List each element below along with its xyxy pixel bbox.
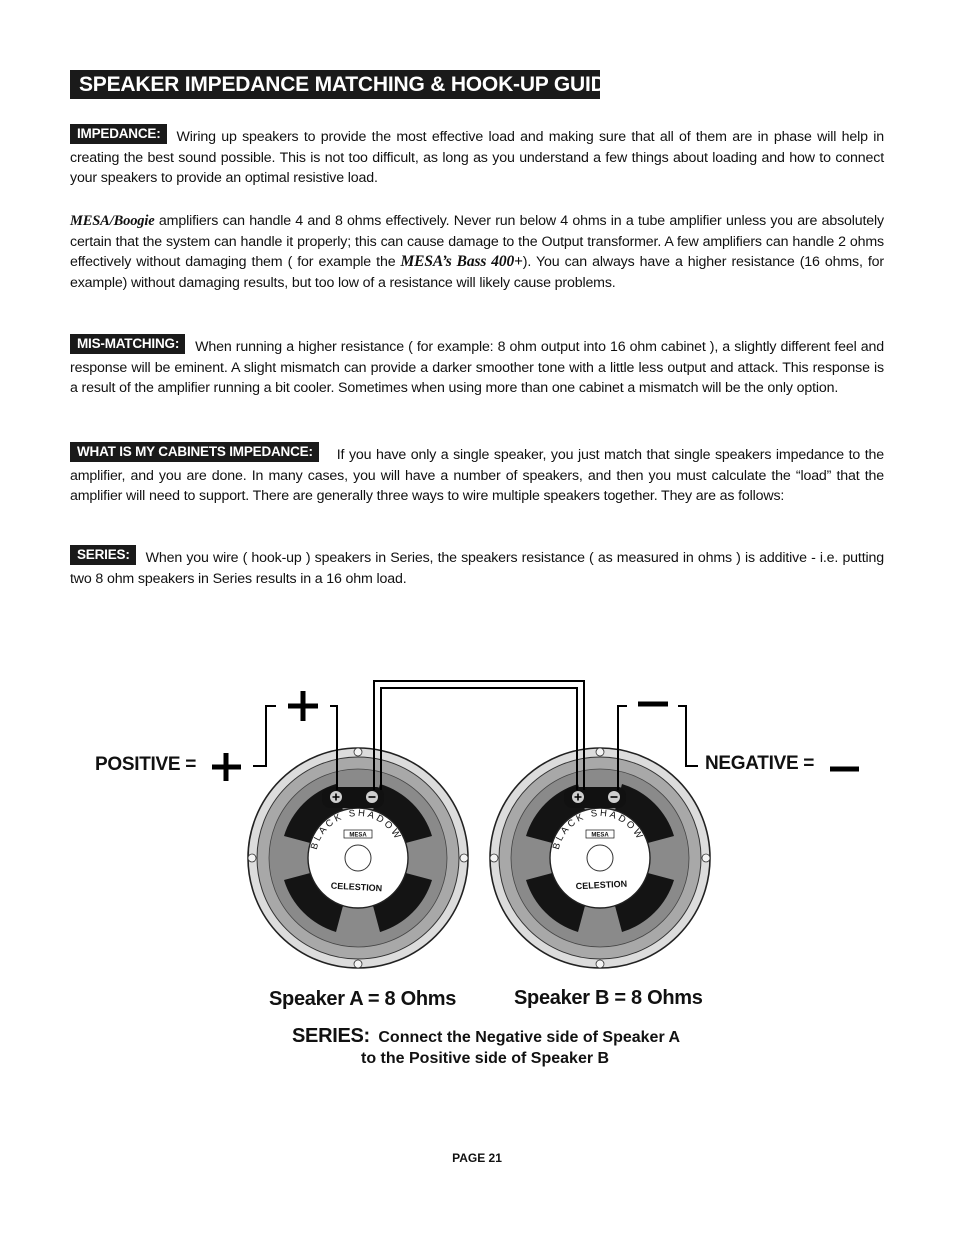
mesa-text-a: amplifiers can handle 4 and 8 ohms effectively. Never run below 4 ohms in a tube amplifier unless you are absolutely certain that the system can handle it properly; this can cause damage to the Output transformer. A few amplifiers can handle 2 ohms effectively without damaging them ( for example the — [70, 213, 884, 271]
mismatching-label: MIS-MATCHING: — [70, 334, 185, 354]
speaker-b-brand: BLACK SHADOW — [550, 807, 646, 851]
series-wiring-diagram — [0, 660, 954, 990]
series-caption-line2: to the Positive side of Speaker B — [361, 1050, 610, 1067]
speaker-b-logo: MESA — [591, 832, 609, 839]
series-caption-line1: Connect the Negative side of Speaker A — [378, 1029, 681, 1046]
page-number: PAGE 21 — [452, 1151, 502, 1165]
speaker-b-caption: Speaker B = 8 Ohms — [514, 987, 703, 1009]
cabinet-label: WHAT IS MY CABINETS IMPEDANCE: — [70, 442, 319, 462]
positive-legend-plus — [212, 753, 241, 781]
impedance-label: IMPEDANCE: — [70, 124, 167, 144]
speaker-a-maker: CELESTION — [330, 880, 383, 894]
series-caption-title: SERIES: — [292, 1025, 370, 1047]
cabinet-paragraph — [70, 442, 884, 507]
series-text: When you wire ( hook-up ) speakers in Series, the speakers resistance ( as measured in ohms ) is additive - i.e. putting two 8 ohm speakers in Series results in a 16 ohm load. — [70, 550, 884, 587]
impedance-text: Wiring up speakers to provide the most effective load and making sure that all of them are in phase will help in creating the best sound possible. This is not too difficult, as long as you understand a few things about loading and how to connect your speakers to provide an optimal resistive load. — [70, 129, 884, 187]
cabinet-text: If you have only a single speaker, you just match that single speakers impedance to the amplifier, and you are done. In many cases, you will have a number of speakers, and then you must calculate the “load” that the amplifier will need to support. There are generally three ways to wire multiple speakers together. They are as follows: — [70, 447, 884, 505]
speaker-a-logo: MESA — [349, 832, 367, 839]
speaker-a-brand: BLACK SHADOW — [308, 807, 404, 851]
speaker-a-caption: Speaker A = 8 Ohms — [269, 988, 457, 1010]
page-title: SPEAKER IMPEDANCE MATCHING & HOOK-UP GUIDE: — [70, 70, 600, 99]
series-label: SERIES: — [70, 545, 136, 565]
negative-legend-label: NEGATIVE = — [705, 753, 815, 774]
series-caption — [292, 1025, 680, 1048]
speaker-b-maker: CELESTION — [575, 878, 628, 892]
mismatching-paragraph — [70, 334, 884, 399]
mesa-boogie-brand: MESA/Boogie — [70, 213, 155, 229]
series-paragraph — [70, 545, 884, 589]
impedance-paragraph — [70, 124, 884, 189]
positive-legend-label: POSITIVE = — [95, 754, 197, 775]
mesa-paragraph — [70, 211, 884, 293]
plus-sign-large — [288, 691, 318, 721]
bass-400-brand: MESA’s Bass 400+ — [400, 253, 523, 271]
mesa-text-b: ). You can always have a higher resistance (16 ohms, for example) without damaging results, but too low of a resistance will likely cause problems. — [70, 254, 884, 291]
mismatching-text: When running a higher resistance ( for example: 8 ohm output into 16 ohm cabinet ), a slightly different feel and response will be eminent. A slight mismatch can provide a darker smoother tone with a little less output and attack. This response is a result of the amplifier running a bit cooler. Sometimes when using more than one cabinet a mismatch will be the only option. — [70, 339, 884, 397]
